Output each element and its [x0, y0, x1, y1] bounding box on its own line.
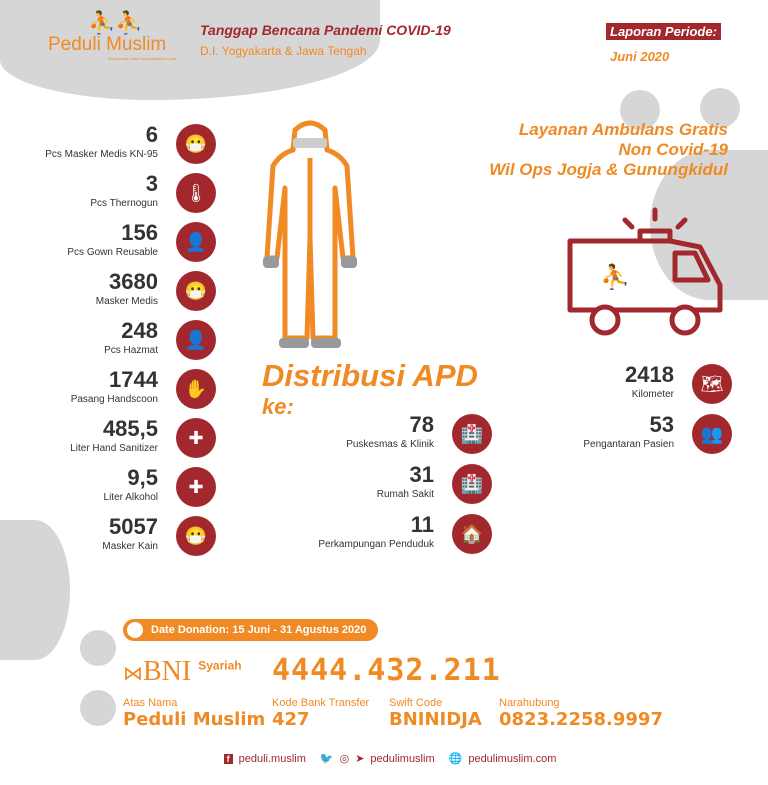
instagram-icon: ◎ [339, 753, 350, 765]
hazmat-icon: 👤 [176, 320, 216, 360]
field-label: Atas Nama [123, 697, 178, 709]
item-value: 3680 [109, 269, 158, 294]
social-link[interactable]: pedulimuslim [370, 752, 435, 765]
field-contact [499, 697, 663, 730]
item-value: 3 [145, 171, 158, 196]
glove-icon: ✋ [176, 369, 216, 409]
map-icon: 🗺 [692, 364, 732, 404]
item-label: Pcs Hazmat [104, 345, 158, 356]
ambulance-title-line: Wil Ops Jogja & Gunungkidul [489, 160, 728, 179]
village-icon: 🏠 [452, 514, 492, 554]
field-label: Swift Code [389, 697, 443, 709]
field-value: BNINIDJA [389, 709, 482, 730]
field-label: Narahubung [499, 697, 560, 709]
globe-icon: 🌐 [448, 753, 463, 765]
ambulance-title-line: Non Covid-19 [618, 140, 728, 159]
clinic-icon: 🏥 [452, 414, 492, 454]
item-row [0, 171, 216, 217]
field-value: 427 [272, 709, 310, 730]
account-number[interactable]: 4444.432.211 [272, 653, 501, 688]
item-label: Perkampungan Penduduk [318, 539, 434, 550]
bank-logo [123, 656, 242, 688]
donation-date: Date Donation: 15 Juni - 31 Agustus 2020 [151, 624, 367, 636]
patient-icon: 👥 [692, 414, 732, 454]
ambulance-row [510, 362, 732, 408]
donation-date-pill [123, 619, 378, 641]
facebook-icon: f [224, 754, 233, 764]
item-label: Pcs Thernogun [90, 198, 158, 209]
bni-logo-icon: ⋈ [123, 663, 143, 685]
gown-icon: 👤 [176, 222, 216, 262]
virus-decoration [80, 690, 116, 726]
item-label: Pcs Gown Reusable [67, 247, 158, 258]
header-subtitle: D.I. Yogyakarta & Jawa Tengah [200, 44, 367, 58]
bank-sub: Syariah [198, 658, 242, 673]
item-value: 9,5 [127, 465, 158, 490]
field-name [123, 697, 265, 730]
field-value: Peduli Muslim [123, 709, 266, 730]
item-value: 2418 [625, 362, 674, 387]
circle-icon [127, 622, 143, 638]
telegram-icon: ➤ [355, 753, 365, 765]
item-value: 6 [145, 122, 158, 147]
item-value: 53 [649, 412, 674, 437]
ambulance-title [489, 120, 728, 180]
logo-people-icon: ⛹⛹ [88, 10, 143, 35]
logo-text: Peduli Muslim [48, 34, 167, 55]
sanitizer-icon: ✚ [176, 418, 216, 458]
item-label: Masker Medis [95, 296, 158, 307]
bank-name: BNI [143, 656, 192, 687]
item-value: 1744 [109, 367, 158, 392]
footer [220, 752, 560, 765]
item-row [0, 220, 216, 266]
item-label: Puskesmas & Klinik [346, 439, 434, 450]
svg-text:⛹: ⛹ [600, 264, 630, 291]
period-label: Laporan Periode: [606, 23, 721, 40]
field-bank-code [272, 697, 369, 730]
item-value: 11 [410, 512, 434, 537]
field-value: 0823.2258.9997 [499, 709, 663, 730]
item-row [0, 465, 216, 511]
mask-icon: 😷 [176, 271, 216, 311]
website-link[interactable]: pedulimuslim.com [468, 752, 557, 765]
field-label: Kode Bank Transfer [272, 697, 370, 709]
item-row [0, 122, 216, 168]
alcohol-icon: ✚ [176, 467, 216, 507]
ambulance-icon [560, 205, 730, 340]
item-value: 78 [409, 412, 434, 437]
item-value: 156 [121, 220, 158, 245]
twitter-icon: 🐦 [319, 753, 334, 765]
header-title: Tanggap Bencana Pandemi COVID-19 [200, 22, 451, 38]
mask-icon: 😷 [176, 516, 216, 556]
item-label: Rumah Sakit [376, 489, 434, 500]
hazmat-suit-illustration [255, 118, 365, 353]
item-label: Liter Hand Sanitizer [70, 443, 158, 454]
hospital-icon: 🏥 [452, 464, 492, 504]
thermogun-icon: 🌡 [176, 173, 216, 213]
logo-tagline: Berkhidmat untuk Kemaslahatan Umat [108, 56, 177, 61]
item-row [0, 367, 216, 413]
item-label: Liter Alkohol [103, 492, 158, 503]
item-row [0, 514, 216, 560]
item-row [0, 269, 216, 315]
virus-decoration [80, 630, 116, 666]
item-value: 485,5 [102, 416, 158, 441]
distribution-row [270, 462, 492, 508]
distribution-row [270, 512, 492, 558]
item-value: 31 [409, 462, 434, 487]
distribution-subtitle: ke: [262, 394, 294, 419]
item-label: Kilometer [631, 389, 674, 400]
item-value: 248 [121, 318, 158, 343]
item-label: Pasang Handscoon [70, 394, 158, 405]
logo [48, 10, 188, 61]
item-row [0, 416, 216, 462]
item-label: Pcs Masker Medis KN-95 [45, 149, 158, 160]
item-value: 5057 [109, 514, 158, 539]
field-swift [389, 697, 482, 730]
item-label: Pengantaran Pasien [583, 439, 674, 450]
ambulance-row [510, 412, 732, 458]
item-row [0, 318, 216, 364]
ambulance-title-line: Layanan Ambulans Gratis [518, 120, 728, 139]
mask-icon: 😷 [176, 124, 216, 164]
distribution-title: Distribusi APD [262, 358, 478, 393]
item-label: Masker Kain [102, 541, 158, 552]
period-value: Juni 2020 [610, 49, 670, 64]
facebook-link[interactable]: peduli.muslim [238, 752, 306, 765]
distribution-row [270, 412, 492, 458]
